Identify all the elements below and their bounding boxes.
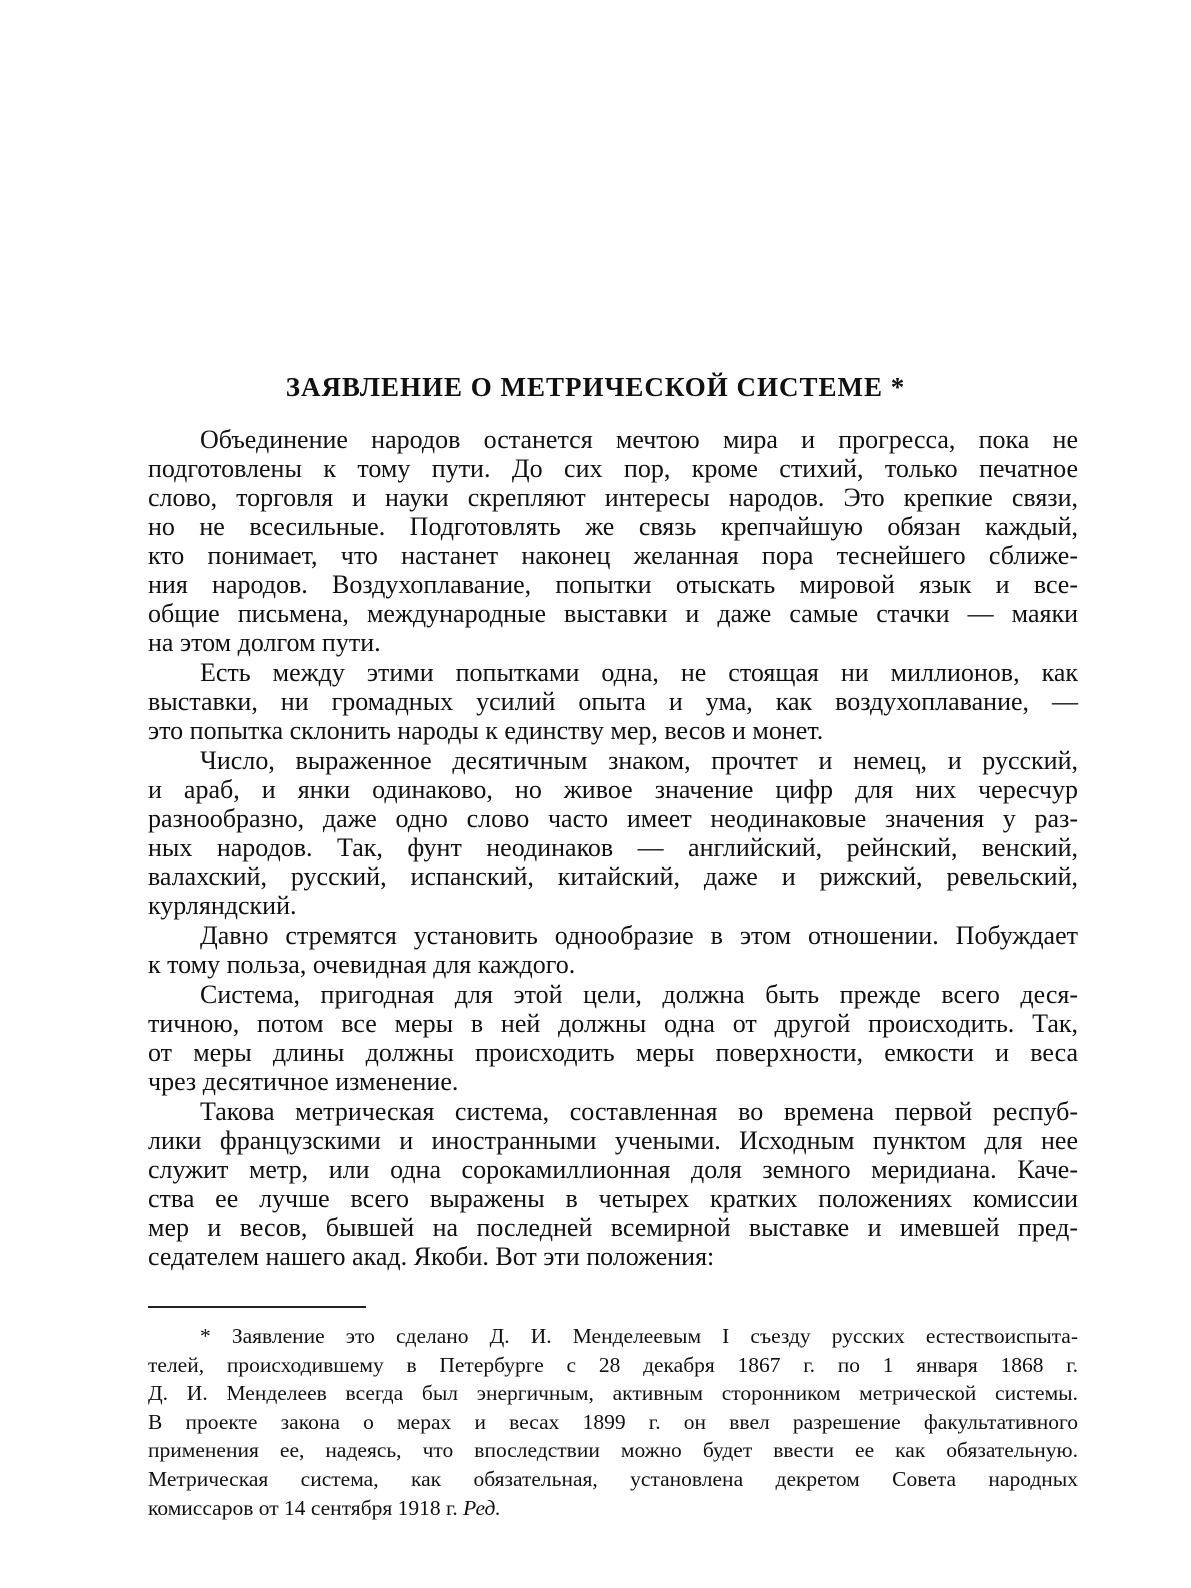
paragraph — [148, 746, 1078, 920]
text-line: Объединение народов останется мечтою мира и прогресса, пока не — [200, 425, 1078, 454]
paragraph — [148, 425, 1078, 657]
footnote-line — [148, 1494, 1078, 1523]
footnote-text: комиссаров от 14 сентября 1918 г. — [148, 1495, 458, 1520]
paragraph — [148, 658, 1078, 745]
footnote-line: В проекте закона о мерах и весах 1899 г. он ввел разрешение факультативного — [148, 1409, 1078, 1434]
footnote-line: применения ее, надеясь, что впоследствии можно будет ввести ее как обязательную. — [148, 1438, 1078, 1463]
paragraph — [148, 980, 1078, 1096]
editor-mark: Ред. — [463, 1495, 501, 1520]
text-line: Такова метрическая система, составленная во времена первой респуб- — [200, 1097, 1078, 1126]
text-line: чрез десятичное изменение. — [148, 1067, 459, 1096]
text-line: к тому польза, очевидная для каждого. — [148, 950, 576, 979]
text-line: ния народов. Воздухоплавание, попытки отыскать мировой язык и все- — [148, 570, 1078, 599]
text-line: слово, торговля и науки скрепляют интересы народов. Это крепкие связи, — [148, 483, 1078, 512]
text-line: ства ее лучше всего выражены в четырех кратких положениях комиссии — [148, 1184, 1078, 1213]
footnote-line: Д. И. Менделеев всегда был энергичным, активным сторонником метрической системы. — [148, 1381, 1078, 1406]
text-line: Система, пригодная для этой цели, должна быть прежде всего деся- — [200, 980, 1078, 1009]
text-line: Число, выраженное десятичным знаком, прочтет и немец, и русский, — [200, 746, 1078, 775]
text-line: общие письмена, международные выставки и даже самые стачки — маяки — [148, 599, 1078, 628]
text-line: Есть между этими попытками одна, не стоящая ни миллионов, как — [200, 658, 1078, 687]
text-line: разнообразно, даже одно слово часто имеет неодинаковые значения у раз- — [148, 804, 1078, 833]
text-line: от меры длины должны происходить меры поверхности, емкости и веса — [148, 1038, 1078, 1067]
article-body — [148, 425, 1078, 1271]
text-line: и араб, и янки одинаково, но живое значение цифр для них чересчур — [148, 775, 1078, 804]
text-line: кто понимает, что настанет наконец желанная пора теснейшего сближе- — [148, 541, 1078, 570]
text-line: но не всесильные. Подготовлять же связь крепчайшую обязан каждый, — [148, 512, 1078, 541]
text-line: седателем нашего акад. Якоби. Вот эти положения: — [148, 1242, 715, 1271]
footnote-line: Метрическая система, как обязательная, установлена декретом Совета народных — [148, 1466, 1078, 1491]
paragraph — [148, 921, 1078, 979]
text-line: это попытка склонить народы к единству мер, весов и монет. — [148, 716, 824, 745]
text-line: лики французскими и иностранными учеными. Исходным пунктом для нее — [148, 1126, 1078, 1155]
footnote — [148, 1322, 1078, 1522]
paragraph — [148, 1097, 1078, 1271]
text-line: служит метр, или одна сорокамиллионная доля земного меридиана. Каче- — [148, 1155, 1078, 1184]
text-line: курляндский. — [148, 891, 297, 920]
text-line: на этом долгом пути. — [148, 628, 381, 657]
footnote-line: телей, происходившему в Петербурге с 28 декабря 1867 г. по 1 января 1868 г. — [148, 1352, 1078, 1377]
text-line: ных народов. Так, фунт неодинаков — английский, рейнский, венский, — [148, 833, 1078, 862]
page-title: ЗАЯВЛЕНИЕ О МЕТРИЧЕСКОЙ СИСТЕМЕ * — [285, 372, 906, 402]
footnote-line: * Заявление это сделано Д. И. Менделеевым I съезду русских естествоиспыта- — [200, 1324, 1078, 1348]
text-line: валахский, русский, испанский, китайский, даже и рижский, ревельский, — [148, 862, 1078, 891]
text-line: Давно стремятся установить однообразие в этом отношении. Побуждает — [200, 921, 1078, 950]
text-line: тичною, потом все меры в ней должны одна от другой происходить. Так, — [148, 1009, 1078, 1038]
text-line: выставки, ни громадных усилий опыта и ума, как воздухоплавание, — — [148, 687, 1078, 716]
text-line: подготовлены к тому пути. До сих пор, кроме стихий, только печатное — [148, 454, 1078, 483]
footnote-divider — [148, 1306, 366, 1308]
text-line: мер и весов, бывшей на последней всемирной выставке и имевшей пред- — [148, 1213, 1078, 1242]
